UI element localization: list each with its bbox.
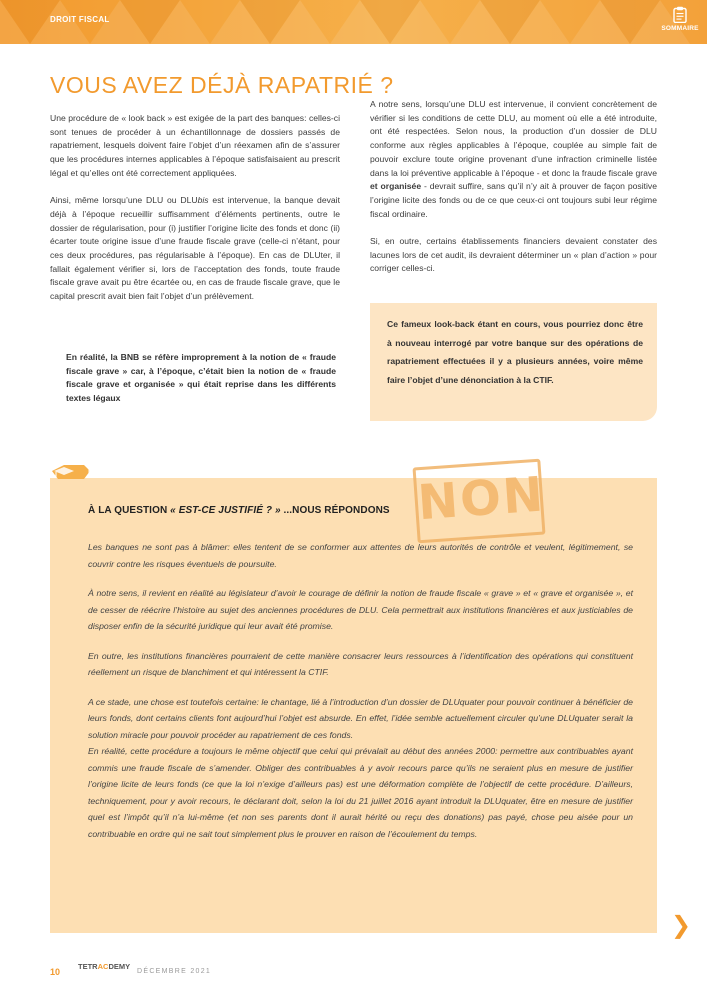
issue-date: DÉCEMBRE 2021 <box>137 968 212 975</box>
non-stamp <box>413 459 546 544</box>
heading-end: ...NOUS RÉPONDONS <box>280 505 390 516</box>
conclusion-heading <box>88 505 390 516</box>
page-number: 10 <box>50 967 61 977</box>
col2-p1-start: A notre sens, lorsqu’une DLU est intervenue, il convient concrètement de vérifier si les conditions de cette DLU, au moment où elle a été introduite, ont été respectées. Selon nous, la production d’un dossier de DLU conforme aux règles applicables à l’époque, couplée au simple fait de pouvoir exclure toute origine provenant d’une infraction criminelle listée dans la loi préventive applicable à l’époque - et donc la fraude fiscale grave <box>370 99 657 178</box>
conclusion-paragraph: En outre, les institutions financières pourraient de cette manière consacrer leurs ressources à l’identification des opérations qui constituent réellement un risque de blanchiment et qui intéressent la CTIF. <box>88 650 633 677</box>
conclusion-text <box>88 539 633 855</box>
summary-label: SOMMAIRE <box>661 25 699 32</box>
col2-p1-bold: et organisée <box>370 181 422 192</box>
logo-part-2: AC <box>97 962 109 971</box>
col2-paragraph-2: Si, en outre, certains établissements financiers devaient constater des lacunes lors de cet audit, ils devraient déterminer un « plan d’action » pour corriger celles-ci. <box>370 236 657 274</box>
summary-button[interactable] <box>655 6 705 40</box>
logo-part-3: DEMY <box>108 962 131 971</box>
header-banner <box>0 0 707 44</box>
heading-start: À LA QUESTION <box>88 505 171 516</box>
conclusion-label: EN CONCLUSION <box>88 466 160 475</box>
highlight-quote: En réalité, la BNB se réfère improprement à la notion de « fraude fiscale grave » car, à l’époque, c’était bien la notion de « fraude fiscale grave et organisée » qui était reprise dans les différents textes légaux <box>66 352 336 404</box>
heading-question: « EST-CE JUSTIFIÉ ? » <box>170 505 281 516</box>
col1-p2-bis: bis <box>197 195 209 206</box>
next-page-arrow-icon[interactable]: ❯ <box>671 911 692 939</box>
tetracademy-logo <box>78 962 130 971</box>
graduation-cap-icon <box>50 465 92 479</box>
conclusion-paragraph: A ce stade, une chose est toutefois certaine: le chantage, lié à l’introduction d’un dossier de DLUquater pour pouvoir continuer à bénéficier de leurs fonds, dont certains clients font aujourd’hui l’objet est absurde. En effet, l’idée semble actuellement circuler qu’une DLUquater serait la solution miracle pour pouvoir procéder au rapatriement de ces fonds. <box>88 696 633 740</box>
callout-text: Ce fameux look-back étant en cours, vous pourriez donc être à nouveau interrogé par votre banque sur des opérations de rapatriement effectuées il y a plusieurs années, voire même faire l’objet d’une dénonciation à la CTIF. <box>387 319 643 385</box>
col2-p1-end: - devrait suffire, sans qu’il n’y ait à prouver de façon positive l’origine licite des fonds ou de ce que ceux-ci ont toujours subi leur régime fiscal ordinaire. <box>370 181 657 219</box>
section-rubric: DROIT FISCAL <box>50 15 110 24</box>
logo-part-1: TETR <box>78 962 98 971</box>
page-title: VOUS AVEZ DÉJÀ RAPATRIÉ ? <box>50 72 394 98</box>
conclusion-paragraph: En réalité, cette procédure a toujours le même objectif que celui qui prévalait au début des années 2000: permettre aux contribuables ayant commis une fraude fiscale de s’amender. Obliger des contribuables à y avoir recours parce qu’ils ne seraient plus en mesure de justifier l’origine licite de leurs fonds (ce que la loi n’exige d’ailleurs pas) est une déformation complète de l’objectif de cette procédure. D’ailleurs, techniquement, pour y avoir recours, le déclarant doit, selon la loi du 21 juillet 2016 ayant introduit la DLUquater, être en mesure de justifier quel est l’impôt qu’il n’a lui-même (et non ses parents dont il aurait hérité ou reçu des donations) pas payé, chose peu aisée pour un contribuable en ordre qui ne sait tout simplement plus le prouver en raison de l’écoulement du temps. <box>88 746 633 839</box>
clipboard-icon <box>673 6 687 23</box>
col2-paragraph-1 <box>370 98 657 221</box>
callout-box <box>370 303 657 421</box>
col1-paragraph-2 <box>50 194 340 304</box>
col1-p2-start: Ainsi, même lorsqu’une DLU ou DLU <box>50 195 198 206</box>
col1-paragraph-1: Une procédure de « look back » est exigée de la part des banques: celles-ci sont tenues de procéder à un échantillonnage de dossiers passés de rapatriement, lesquels doivent faire l’objet d’un réexamen afin de s’assurer que les procédures internes applicables à l’époque satisfaisaient au prescrit légal et qu’elles ont été correctement appliquées. <box>50 113 340 178</box>
left-column <box>50 112 340 318</box>
conclusion-paragraph: À notre sens, il revient en réalité au législateur d’avoir le courage de définir la notion de fraude fiscale « grave » et « grave et organisée », et de cesser de réécrire l’histoire au sujet des anciennes procédures de DLU. Cela permettrait aux institutions financières et aux justiciables de disposer enfin de la sécurité juridique qui leur avait été promise. <box>88 588 633 631</box>
stamp-text: NON <box>416 466 547 532</box>
col1-p2-end: est intervenue, la banque devait déjà à l’époque recueillir suffisamment d’éléments pertinents, outre le dossier de régularisation, pour (i) justifier l’origine licite des fonds et donc (ii) écarter toute origine issue d’une fraude fiscale grave (celle-ci n’étant, pour ces deux procédures, pas régularisable à l’époque). En cas de DLUter, il fallait également vérifier si, lors de l’acceptation des fonds, toute fraude fiscale grave avait pu être écartée ou, en cas de fraude fiscale grave, que le capital prescrit avait bien fait l’objet d’un prélèvement. <box>50 195 340 302</box>
right-column <box>370 98 657 290</box>
conclusion-paragraph: Les banques ne sont pas à blâmer: elles tentent de se conformer aux attentes de leurs autorités de contrôle et veulent, légitimement, se couvrir contre les risques éventuels de poursuite. <box>88 542 633 569</box>
